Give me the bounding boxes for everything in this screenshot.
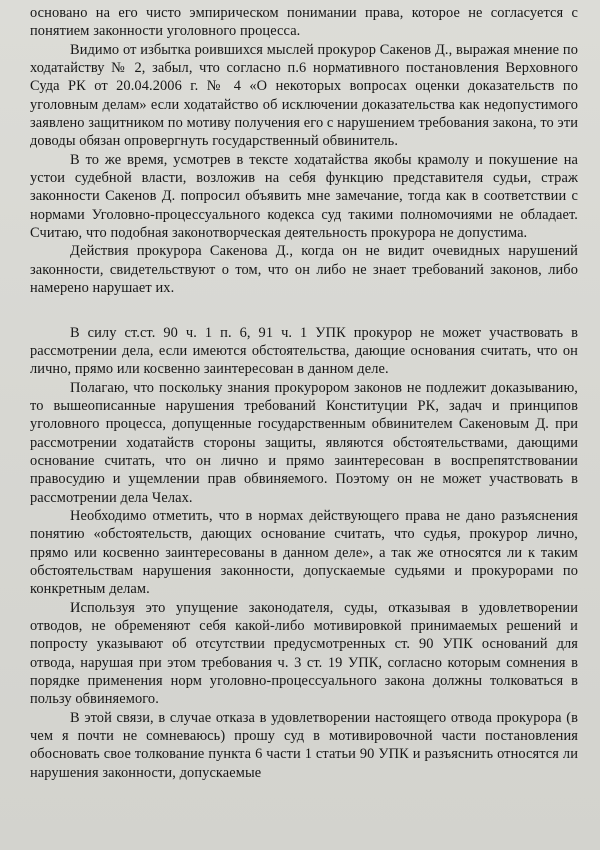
paragraph-1: основано на его чисто эмпирическом понимании права, которое не согласуется с понятием законности уголовного процесса.: [30, 5, 578, 40]
paragraph-9: В этой связи, в случае отказа в удовлетворении настоящего отвода прокурора (в чем я почти не сомневаюсь) прошу суд в мотивировочной части постановления обосновать свое толкование пункта 6 части 1 статьи 90 УПК и разъяснить относятся ли нарушения законности, допускаемые: [30, 709, 578, 781]
paragraph-5: В силу ст.ст. 90 ч. 1 п. 6, 91 ч. 1 УПК прокурор не может участвовать в рассмотрении дела, если имеются обстоятельства, дающие основания считать, что он лично, прямо или косвенно заинтересован в данном деле.: [30, 324, 578, 378]
paragraph-7: Необходимо отметить, что в нормах действующего права не дано разъяснения понятию «обстоятельств, дающих основание считать, что судья, прокурор лично, прямо или косвенно заинтересованы в данном деле», а так же относятся ли к таким обстоятельствам нарушения законности, допускаемые судьями и прокурорами по конкретным делам.: [30, 507, 578, 598]
paragraph-3: В то же время, усмотрев в тексте ходатайства якобы крамолу и покушение на устои судебной власти, возложив на себя функцию представителя судьи, страж законности Сакенов Д. попросил объявить мне замечание, тогда как в соответствии с нормами Уголовно-процессуального кодекса суд такими полномочиями не обладает. Считаю, что подобная законотворческая деятельность прокурора не допустима.: [30, 151, 578, 242]
paragraph-6: Полагаю, что поскольку знания прокурором законов не подлежит доказыванию, то вышеописанные нарушения требований Конституции РК, задач и принципов уголовного процесса, допущенные государственным обвинителем Сакеновым Д. при рассмотрении ходатайств стороны защиты, являются обстоятельствами, дающими основание считать, что он лично и прямо заинтересован в воспрепятствовании правосудию и ущемлении прав обвиняемого. Поэтому он не может участвовать в рассмотрении дела Челах.: [30, 379, 578, 506]
paragraph-2: Видимо от избытка роившихся мыслей прокурор Сакенов Д., выражая мнение по ходатайству № 2, забыл, что согласно п.6 нормативного постановления Верховного Суда РК от 20.04.2006 г. № 4 «О некоторых вопросах оценки доказательств по уголовным делам» если ходатайство об исключении доказательства как недопустимого заявлено защитником по мотиву получения его с нарушением требования закона, то эти доводы обязан опровергнуть государственный обвинитель.: [30, 41, 579, 150]
paragraph-4: Действия прокурора Сакенова Д., когда он не видит очевидных нарушений законности, свидетельствуют о том, что он либо не знает требований законов, либо намерено нарушает их.: [30, 243, 578, 297]
paragraph-8: Используя это упущение законодателя, суды, отказывая в удовлетворении отводов, не обременяют себя какой-либо мотивировкой принимаемых решений и попросту указывают об отсутствии предусмотренных ст. 90 УПК оснований для отвода, нарушая при этом требования ч. 3 ст. 19 УПК, согласно которым сомнения в порядке применения норм уголовно-процессуального закона должны толковаться в пользу обвиняемого.: [30, 599, 578, 708]
document-body: [30, 4, 578, 782]
